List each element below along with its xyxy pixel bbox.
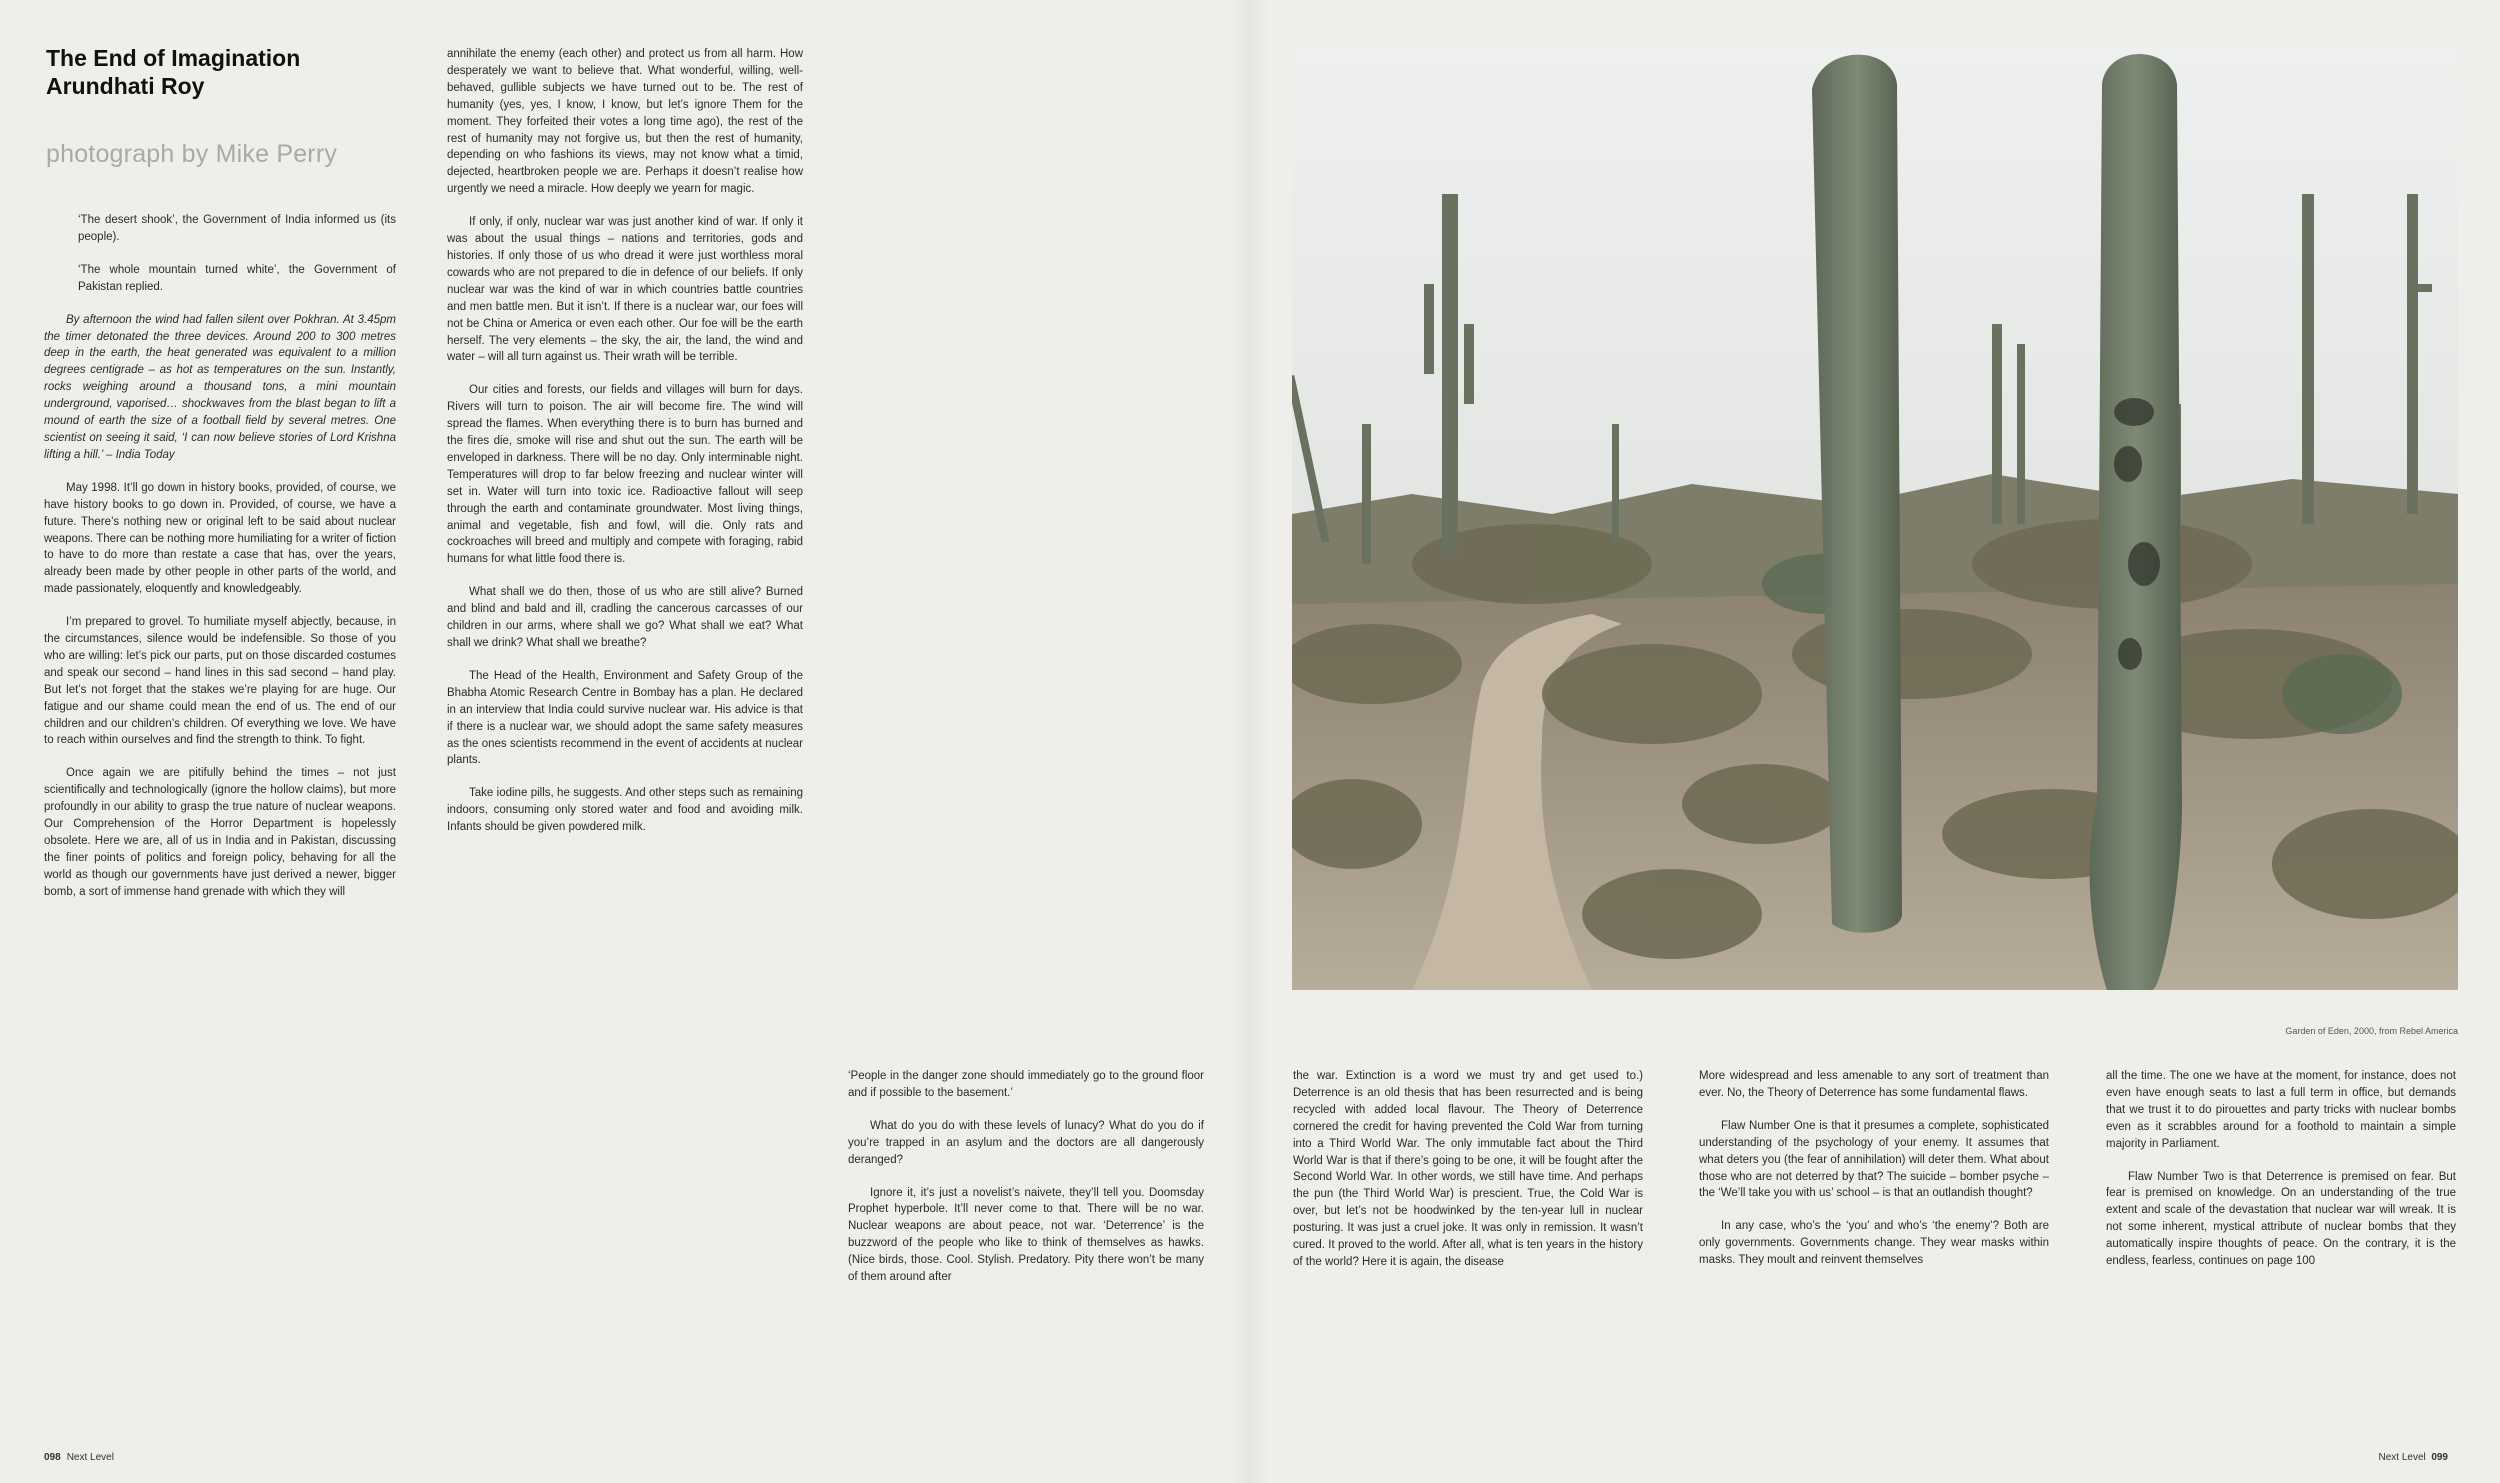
body-paragraph: Ignore it, it’s just a novelist’s naivete, they’ll tell you. Doomsday Prophet hyperbole. It’ll never come to that. There will be no war. Nuclear weapons are about peace, not war. ‘Deterrence’ is the buzzword of the people who like to think of themselves as hawks. (Nice birds, those. Cool. Stylish. Predatory. Pity there won’t be many of them around after bbox=[848, 1186, 1204, 1284]
article-author: Arundhati Roy bbox=[46, 73, 205, 99]
text-column-6 bbox=[2106, 1068, 2456, 1286]
body-paragraph: Take iodine pills, he suggests. And other steps such as remaining indoors, consuming only stored water and food and avoiding milk. Infants should be given powdered milk. bbox=[447, 787, 803, 834]
body-paragraph: The Head of the Health, Environment and Safety Group of the Bhabha Atomic Research Centre in Bombay has a plan. He declared in an interview that India could survive nuclear war. His advice is that if there is a nuclear war, we should adopt the same safety measures as the ones scientists recommend in the event of accidents at nuclear plants. bbox=[447, 669, 803, 767]
body-paragraph: May 1998. It’ll go down in history books, provided, of course, we have history books to go down in. Provided, of course, we have a future. There’s nothing new or original left to be said about nuclear weapons. There can be nothing more humiliating for a writer of fiction to have to do more than restate a case that has, over the years, already been made by other people in other parts of the world, and made passionately, eloquently and knowledgeably. bbox=[44, 481, 397, 596]
text-column-2 bbox=[447, 46, 803, 852]
text-column-1 bbox=[44, 212, 396, 917]
article-title: The End of Imagination bbox=[46, 45, 301, 71]
section-label-left: Next Level bbox=[66, 1452, 114, 1463]
epigraph-quote-2: ‘The whole mountain turned white’, the Government of Pakistan replied. bbox=[78, 263, 396, 293]
body-paragraph: If only, if only, nuclear war was just another kind of war. If only it was about the usual things – nations and territories, gods and histories. If only those of us who dread it were just worthless moral cowards who are not prepared to die in defence of our beliefs. If only nuclear war was the kind of war in which countries battle countries and men battle men. But it isn’t. If there is a nuclear war, our foes will not be China or America or even each other. Our foe will be the earth herself. The very elements – the sky, the air, the land, the wind and water – will all turn against us. Their wrath will be terrible. bbox=[447, 216, 803, 364]
body-paragraph: the war. Extinction is a word we must try and get used to.) Deterrence is an old thesis that has been resurrected and is being recycled with added local flavour. The Theory of Deterrence cornered the credit for having prevented the Cold War from turning into a Third World War. The only immutable fact about the Third World War is that if there’s going to be one, it will be fought after the Second World War. In other words, we still have time. And perhaps the pun (the Third World War) is prescient. True, the Cold War is over, but let’s not be hoodwinked by the ten-year lull in nuclear posturing. It was just a cruel joke. It was only in remission. It wasn’t cured. It proved to the world. After all, what is ten years in the history of the world? Here it is again, the disease bbox=[1293, 1070, 1643, 1268]
epigraph-excerpt: By afternoon the wind had fallen silent over Pokhran. At 3.45pm the timer detonated the three devices. Around 200 to 300 metres deep in the earth, the heat generated was equivalent to a million degrees centigrade – as hot as temperatures on the sun. Instantly, rocks weighing around a thousand tons, a mini mountain underground, vaporised… shockwaves from the blast began to lift a mound of earth the size of a football field by several metres. One scientist on seeing it said, ‘I can now believe stories of Lord Krishna lifting a hill.’ – India Today bbox=[44, 313, 396, 461]
article-header bbox=[46, 44, 406, 100]
cactus-desert-photo bbox=[1292, 44, 2458, 990]
body-paragraph: ‘People in the danger zone should immediately go to the ground floor and if possible to the basement.’ bbox=[848, 1070, 1204, 1099]
page-number-right: 099 bbox=[2431, 1452, 2448, 1463]
page-number-left: 098 bbox=[44, 1452, 61, 1463]
body-paragraph: Flaw Number One is that it presumes a complete, sophisticated understanding of the psychology of your enemy. It assumes that what deters you (the fear of annihilation) will deter them. What about those who are not deterred by that? The suicide – bomber psyche – the ‘We’ll take you with us’ school – is that an outlandish thought? bbox=[1699, 1119, 2049, 1200]
body-paragraph: annihilate the enemy (each other) and protect us from all harm. How desperately we want to believe that. What wonderful, willing, well-behaved, gullible subjects we have turned out to be. The rest of humanity (yes, yes, I know, I know, but let’s ignore Them for the moment. They forfeited their votes a long time ago), the rest of the rest of humanity may not forgive us, but then the rest of humanity, depending on who fashions its views, may not know what a timid, dejected, heartbroken people we are. Perhaps it doesn’t realise how urgently we need a miracle. How deeply we yearn for magic. bbox=[447, 48, 803, 196]
photo-caption: Garden of Eden, 2000, from Rebel America bbox=[2285, 1026, 2458, 1036]
folio-right bbox=[2379, 1452, 2455, 1463]
text-column-3 bbox=[848, 1068, 1204, 1302]
body-paragraph: Once again we are pitifully behind the times – not just scientifically and technologically (ignore the hollow claims), but more profoundly in our ability to grasp the true nature of nuclear weapons. Our Comprehension of the Horror Department is hopelessly obsolete. Here we are, all of us in India and in Pakistan, discussing the finer points of politics and foreign policy, behaving for all the world as though our governments have just derived a newer, bigger bomb, a sort of immense hand grenade with which they will bbox=[44, 767, 396, 898]
section-label-right: Next Level bbox=[2378, 1452, 2426, 1463]
text-column-5 bbox=[1699, 1068, 2049, 1285]
page-gutter bbox=[1230, 0, 1270, 1483]
epigraph-quote-1: ‘The desert shook’, the Government of India informed us (its people). bbox=[78, 214, 396, 243]
body-paragraph: all the time. The one we have at the moment, for instance, does not even have enough seats to last a full term in office, but demands that we trust it to do pirouettes and party tricks with nuclear bombs even as it scrabbles around for a foothold to maintain a simple majority in Parliament. bbox=[2106, 1070, 2456, 1150]
body-paragraph: I’m prepared to grovel. To humiliate myself abjectly, because, in the circumstances, silence would be indefensible. So those of you who are willing: let’s pick our parts, put on those discarded costumes and speak our second – hand lines in this sad second – hand play. But let’s not forget that the stakes we’re playing for are huge. Our fatigue and our shame could mean the end of us. The end of our children and our children’s children. Of everything we love. We have to reach within ourselves and find the strength to think. To fight. bbox=[44, 616, 396, 747]
body-paragraph: Our cities and forests, our fields and villages will burn for days. Rivers will turn to poison. The air will become fire. The wind will spread the flames. When everything there is to burn has burned and the fires die, smoke will rise and shut out the sun. The earth will be enveloped in darkness. There will be no day. Only interminable night. Temperatures will drop to far below freezing and nuclear winter will set in. Water will turn into toxic ice. Radioactive fallout will seep through the earth and contaminate groundwater. Most living things, animal and vegetable, fish and fowl, will die. Only rats and cockroaches will breed and multiply and compete with foraging, rabid humans for what little food there is. bbox=[447, 384, 803, 566]
body-paragraph: More widespread and less amenable to any sort of treatment than ever. No, the Theory of Deterrence has some fundamental flaws. bbox=[1699, 1070, 2049, 1099]
text-column-4 bbox=[1293, 1068, 1643, 1287]
body-paragraph: What do you do with these levels of lunacy? What do you do if you’re trapped in an asylum and the doctors are all dangerously deranged? bbox=[848, 1119, 1204, 1166]
body-paragraph: Flaw Number Two is that Deterrence is premised on fear. But fear is premised on knowledge. On an understanding of the true extent and scale of the devastation that nuclear war will wreak. It is not some inherent, mystical attribute of nuclear bombs that they automatically inspire thoughts of peace. On the contrary, it is the endless, fearless, continues on page 100 bbox=[2106, 1170, 2456, 1268]
body-paragraph: What shall we do then, those of us who are still alive? Burned and blind and bald and ill, cradling the cancerous carcasses of our children in our arms, where shall we go? What shall we eat? What shall we drink? What shall we breathe? bbox=[447, 586, 803, 649]
folio-left bbox=[44, 1452, 114, 1463]
body-paragraph: In any case, who’s the ‘you’ and who’s ‘the enemy’? Both are only governments. Governments change. They wear masks within masks. They moult and reinvent themselves bbox=[1699, 1220, 2049, 1267]
photo-credit: photograph by Mike Perry bbox=[46, 140, 338, 168]
